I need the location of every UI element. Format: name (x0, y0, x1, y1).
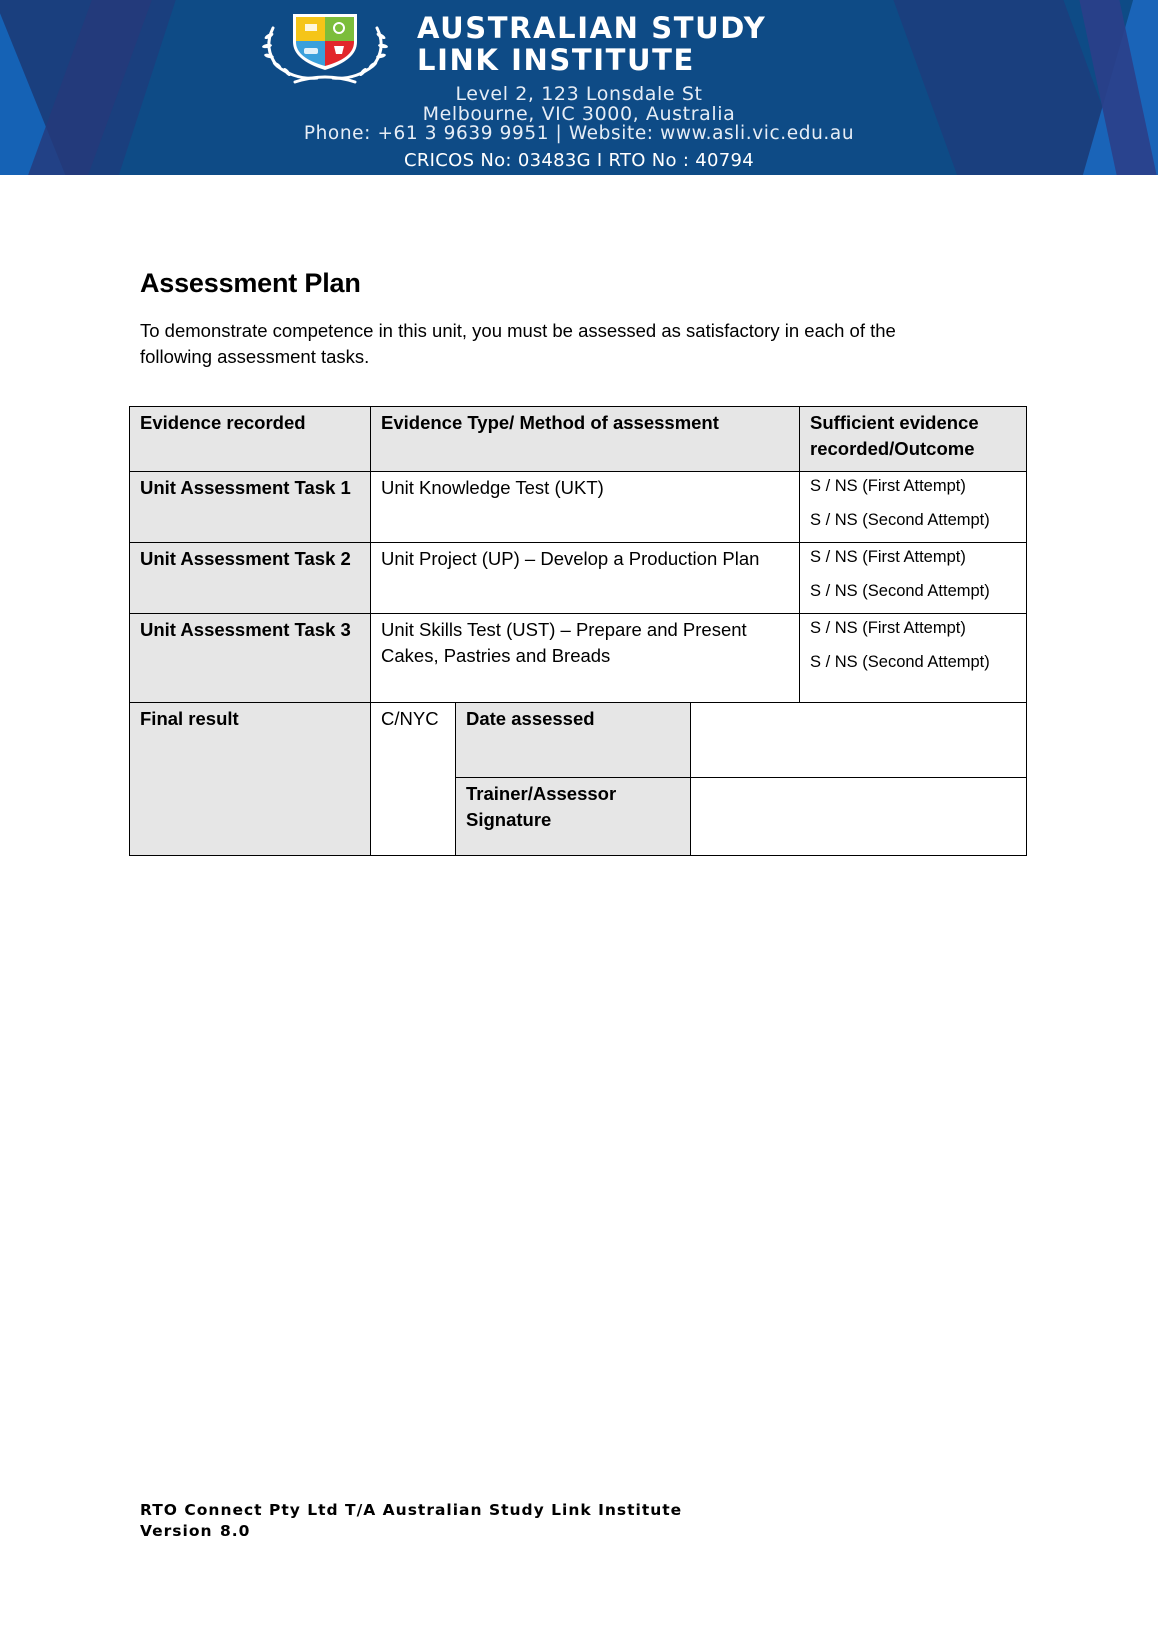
table-row-outcome (799, 471, 1027, 543)
address-line1 (0, 83, 1158, 105)
table-row-task-label: Unit Assessment Task 3 (129, 613, 371, 703)
intro-paragraph: To demonstrate competence in this unit, you must be assessed as satisfactory in each of the following assessment tasks. (140, 320, 896, 367)
assessment-plan-table (129, 406, 1027, 856)
footer-company: RTO Connect Pty Ltd T/A Australian Study Link Institute (140, 1501, 683, 1519)
table-row-outcome (799, 542, 1027, 614)
first-attempt-outcome: S / NS (First Attempt) (810, 477, 966, 495)
institute-name-line2: LINK INSTITUTE (417, 43, 695, 77)
signature-label: Trainer/Assessor Signature (455, 777, 691, 856)
final-result-value: C/NYC (370, 702, 456, 856)
table-row-outcome (799, 613, 1027, 703)
date-assessed-field[interactable] (690, 702, 1027, 778)
table-row-method: Unit Knowledge Test (UKT) (370, 471, 800, 543)
shield-crest-icon (255, 8, 395, 86)
footer-version-value: 8.0 (220, 1522, 251, 1540)
page-footer (140, 1500, 682, 1542)
header-banner (0, 0, 1158, 175)
header-evidence-recorded: Evidence recorded (129, 406, 371, 472)
table-row-task-label: Unit Assessment Task 1 (129, 471, 371, 543)
contact-line: Phone: +61 3 9639 9951 | Website: www.asli.vic.edu.au (303, 123, 855, 144)
table-row-method: Unit Project (UP) – Develop a Production Plan (370, 542, 800, 614)
first-attempt-outcome: S / NS (First Attempt) (810, 619, 966, 637)
first-attempt-outcome: S / NS (First Attempt) (810, 548, 966, 566)
date-assessed-label: Date assessed (455, 702, 691, 778)
second-attempt-outcome: S / NS (Second Attempt) (810, 511, 990, 529)
institute-name-line1: AUSTRALIAN STUDY (417, 11, 767, 45)
final-result-label: Final result (129, 702, 371, 856)
signature-field[interactable] (690, 777, 1027, 856)
institute-name (417, 12, 766, 76)
address-line1-text: Level 2, 123 Lonsdale St (455, 83, 703, 105)
registration-line: CRICOS No: 03483G I RTO No : 40794 (403, 150, 755, 171)
footer-version (140, 1521, 682, 1542)
table-row-task-label: Unit Assessment Task 2 (129, 542, 371, 614)
second-attempt-outcome: S / NS (Second Attempt) (810, 653, 990, 671)
page-title: Assessment Plan (140, 268, 361, 298)
header-sufficient-evidence: Sufficient evidence recorded/Outcome (799, 406, 1027, 472)
address-line2: Melbourne, VIC 3000, Australia (422, 103, 736, 125)
header-evidence-type: Evidence Type/ Method of assessment (370, 406, 800, 472)
second-attempt-outcome: S / NS (Second Attempt) (810, 582, 990, 600)
footer-version-label: Version (140, 1522, 213, 1540)
table-row-method: Unit Skills Test (UST) – Prepare and Present Cakes, Pastries and Breads (370, 613, 800, 703)
